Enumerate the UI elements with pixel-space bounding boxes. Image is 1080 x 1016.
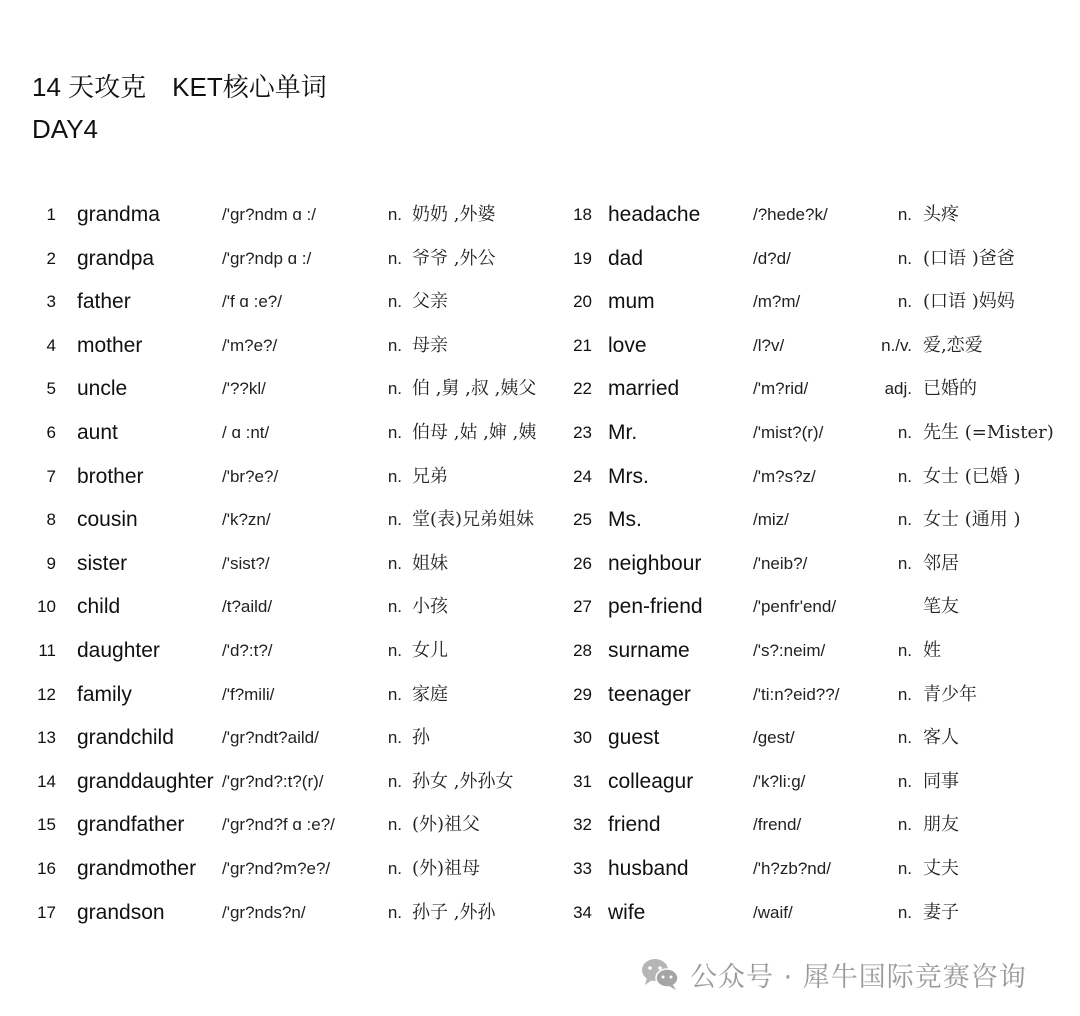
word-meaning: 同事: [923, 770, 959, 792]
word-number: 21: [573, 335, 592, 355]
word-text: neighbour: [608, 551, 702, 575]
word-number: 10: [37, 597, 56, 617]
word-row: [560, 411, 1080, 455]
wechat-icon: [640, 956, 680, 992]
word-meaning: 朋友: [923, 814, 959, 836]
word-part-of-speech: n.: [387, 205, 402, 224]
word-text: sister: [77, 551, 128, 575]
word-phonetic: /'gr?nds?n/: [222, 902, 306, 922]
word-phonetic: /'gr?nd?f ɑ :e?/: [222, 815, 335, 835]
word-row: [0, 367, 560, 411]
word-meaning: 家庭: [412, 683, 448, 705]
word-part-of-speech: n.: [387, 597, 402, 617]
word-meaning: 姓: [923, 639, 941, 661]
word-text: wife: [608, 900, 646, 924]
word-number: 29: [573, 684, 592, 704]
word-text: family: [77, 682, 132, 706]
word-text: dad: [608, 246, 644, 270]
word-text: brother: [77, 464, 144, 488]
word-number: 28: [573, 640, 592, 660]
word-list-right: [560, 193, 1080, 934]
word-part-of-speech: n.: [897, 728, 912, 748]
word-meaning: 伯母 ,姑 ,婶 ,姨: [412, 421, 537, 443]
word-text: father: [77, 290, 131, 314]
word-phonetic: /'s?:neim/: [753, 640, 826, 660]
word-row: [0, 760, 560, 804]
word-phonetic: /'penfr'end/: [753, 597, 837, 617]
watermark: [640, 952, 1027, 996]
word-meaning: 爱,恋爱: [923, 334, 983, 356]
word-text: daughter: [77, 638, 160, 662]
word-part-of-speech: n.: [387, 335, 402, 355]
word-meaning: 邻居: [923, 552, 959, 574]
word-text: husband: [608, 856, 689, 880]
word-part-of-speech: n.: [897, 640, 912, 660]
word-meaning: (外)祖父: [412, 814, 481, 836]
word-row: [0, 411, 560, 455]
word-text: grandfather: [77, 813, 185, 837]
word-part-of-speech: n.: [387, 553, 402, 573]
word-phonetic: /'m?e?/: [222, 335, 278, 355]
word-row: [560, 891, 1080, 935]
word-number: 33: [573, 858, 592, 878]
word-number: 3: [46, 292, 56, 312]
word-row: [0, 847, 560, 891]
word-number: 18: [573, 205, 592, 224]
word-meaning: 丈夫: [923, 857, 959, 879]
word-text: cousin: [77, 508, 138, 532]
word-meaning: 青少年: [923, 683, 977, 705]
word-row: [0, 629, 560, 673]
word-row: [0, 891, 560, 935]
word-number: 34: [573, 902, 592, 922]
word-list-left: [0, 193, 560, 934]
watermark-text: 公众号 · 犀牛国际竞赛咨询: [690, 961, 1027, 993]
word-row: [560, 193, 1080, 237]
word-phonetic: /m?m/: [753, 292, 801, 312]
word-text: grandpa: [77, 246, 155, 270]
word-number: 5: [46, 379, 56, 399]
word-meaning: 爷爷 ,外公: [412, 247, 496, 269]
word-meaning: (口语 )妈妈: [923, 291, 1015, 313]
word-row: [0, 455, 560, 499]
word-row: [560, 237, 1080, 281]
word-meaning: 孙女 ,外孙女: [412, 770, 514, 792]
word-text: Mrs.: [608, 464, 649, 488]
word-phonetic: /waif/: [753, 902, 793, 922]
word-meaning: 笔友: [923, 596, 959, 618]
word-meaning: 奶奶 ,外婆: [412, 204, 496, 225]
word-text: granddaughter: [77, 769, 214, 793]
word-row: [0, 716, 560, 760]
word-row: [0, 324, 560, 368]
word-meaning: 孙: [412, 727, 430, 749]
word-phonetic: /'gr?ndp ɑ :/: [222, 248, 312, 268]
word-meaning: 女士 (已婚 ): [923, 465, 1021, 487]
word-part-of-speech: n.: [387, 510, 402, 530]
word-meaning: 女儿: [412, 639, 448, 661]
word-number: 19: [573, 248, 592, 268]
word-phonetic: /d?d/: [753, 248, 791, 268]
word-part-of-speech: n./v.: [881, 335, 912, 355]
word-part-of-speech: n.: [387, 379, 402, 399]
word-text: married: [608, 377, 680, 401]
word-number: 26: [573, 553, 592, 573]
word-text: love: [608, 333, 647, 357]
word-text: grandson: [77, 900, 165, 924]
word-phonetic: /'br?e?/: [222, 466, 279, 486]
word-meaning: 孙子 ,外孙: [412, 901, 496, 923]
word-number: 4: [46, 335, 56, 355]
word-phonetic: /l?v/: [753, 335, 785, 355]
word-row: [0, 542, 560, 586]
word-meaning: 兄弟: [412, 465, 448, 487]
word-text: guest: [608, 726, 660, 750]
word-text: aunt: [77, 420, 118, 444]
word-phonetic: /'mist?(r)/: [753, 422, 824, 442]
word-meaning: 姐妹: [412, 552, 448, 574]
word-part-of-speech: n.: [387, 466, 402, 486]
word-part-of-speech: n.: [387, 422, 402, 442]
word-part-of-speech: n.: [387, 640, 402, 660]
word-meaning: 母亲: [412, 334, 448, 356]
word-number: 1: [46, 205, 56, 224]
word-row: [0, 237, 560, 281]
word-text: teenager: [608, 682, 691, 706]
word-text: Mr.: [608, 420, 638, 444]
word-part-of-speech: n.: [897, 248, 912, 268]
word-row: [560, 673, 1080, 717]
word-phonetic: /'d?:t?/: [222, 640, 273, 660]
word-part-of-speech: n.: [897, 510, 912, 530]
word-number: 15: [37, 815, 56, 835]
word-meaning: 女士 (通用 ): [923, 509, 1021, 531]
word-row: [0, 193, 560, 237]
word-text: grandmother: [77, 856, 197, 880]
word-phonetic: /'??kl/: [222, 379, 266, 399]
page-title: 14 天攻克 KET核心单词: [32, 72, 327, 102]
word-text: uncle: [77, 377, 128, 401]
word-number: 17: [37, 902, 56, 922]
word-text: friend: [608, 813, 661, 837]
word-phonetic: /'neib?/: [753, 553, 808, 573]
word-row: [560, 367, 1080, 411]
word-text: pen-friend: [608, 595, 703, 619]
word-meaning: (外)祖母: [412, 857, 481, 879]
word-phonetic: /miz/: [753, 510, 789, 530]
word-part-of-speech: n.: [387, 292, 402, 312]
word-number: 23: [573, 422, 592, 442]
word-meaning: 堂(表)兄弟姐妹: [412, 509, 535, 531]
word-number: 9: [46, 553, 56, 573]
word-text: grandchild: [77, 726, 174, 750]
word-row: [560, 760, 1080, 804]
word-row: [0, 280, 560, 324]
word-part-of-speech: n.: [897, 205, 912, 224]
word-phonetic: /'gr?nd?m?e?/: [222, 858, 331, 878]
word-text: surname: [608, 638, 690, 662]
word-row: [560, 542, 1080, 586]
word-number: 22: [573, 379, 592, 399]
word-row: [560, 498, 1080, 542]
word-row: [560, 585, 1080, 629]
word-part-of-speech: n.: [387, 858, 402, 878]
word-phonetic: / ɑ :nt/: [222, 422, 270, 442]
word-text: Ms.: [608, 508, 642, 532]
word-text: child: [77, 595, 121, 619]
word-part-of-speech: n.: [897, 815, 912, 835]
word-row: [560, 716, 1080, 760]
word-text: colleagur: [608, 769, 694, 793]
word-number: 11: [38, 640, 56, 660]
word-meaning: 头疼: [923, 204, 959, 225]
word-meaning: 妻子: [923, 901, 959, 923]
word-meaning: 伯 ,舅 ,叔 ,姨父: [412, 378, 537, 400]
word-number: 16: [37, 858, 56, 878]
word-number: 24: [573, 466, 592, 486]
word-row: [0, 585, 560, 629]
word-number: 13: [37, 728, 56, 748]
word-text: grandma: [77, 203, 160, 226]
word-phonetic: /frend/: [753, 815, 802, 835]
word-meaning: 已婚的: [923, 378, 977, 400]
word-part-of-speech: n.: [897, 858, 912, 878]
word-part-of-speech: n.: [387, 728, 402, 748]
word-meaning: 小孩: [412, 596, 448, 618]
word-number: 30: [573, 728, 592, 748]
word-part-of-speech: n.: [897, 902, 912, 922]
word-text: mum: [608, 290, 655, 314]
word-row: [560, 803, 1080, 847]
word-part-of-speech: n.: [897, 553, 912, 573]
word-number: 2: [46, 248, 56, 268]
word-phonetic: /'k?zn/: [222, 510, 271, 530]
word-text: mother: [77, 333, 143, 357]
day-label: DAY4: [32, 114, 98, 144]
word-row: [560, 629, 1080, 673]
word-part-of-speech: n.: [897, 684, 912, 704]
word-part-of-speech: n.: [897, 771, 912, 791]
word-phonetic: /'gr?ndm ɑ :/: [222, 205, 316, 224]
word-meaning: 父亲: [412, 291, 448, 313]
word-row: [0, 803, 560, 847]
word-number: 31: [573, 771, 592, 791]
word-number: 20: [573, 292, 592, 312]
word-part-of-speech: n.: [897, 292, 912, 312]
word-number: 12: [37, 684, 56, 704]
word-phonetic: /'sist?/: [222, 553, 270, 573]
word-part-of-speech: n.: [897, 466, 912, 486]
word-phonetic: /'m?rid/: [753, 379, 809, 399]
word-row: [560, 847, 1080, 891]
word-phonetic: /'k?li:g/: [753, 771, 806, 791]
word-phonetic: /'gr?ndt?aild/: [222, 728, 319, 748]
word-phonetic: /'f?mili/: [222, 684, 275, 704]
word-row: [560, 280, 1080, 324]
word-phonetic: /'ti:n?eid??/: [753, 684, 840, 704]
word-row: [560, 324, 1080, 368]
word-phonetic: /'gr?nd?:t?(r)/: [222, 771, 324, 791]
word-meaning: (口语 )爸爸: [923, 247, 1015, 269]
word-part-of-speech: n.: [387, 248, 402, 268]
word-phonetic: /'f ɑ :e?/: [222, 292, 282, 312]
word-number: 25: [573, 510, 592, 530]
word-part-of-speech: n.: [387, 815, 402, 835]
word-part-of-speech: n.: [387, 771, 402, 791]
word-row: [560, 455, 1080, 499]
word-part-of-speech: n.: [387, 902, 402, 922]
word-phonetic: /?hede?k/: [753, 205, 828, 224]
word-meaning: 先生 (=Mister): [923, 421, 1054, 443]
word-phonetic: /'h?zb?nd/: [753, 858, 831, 878]
word-row: [0, 498, 560, 542]
word-text: headache: [608, 203, 701, 226]
word-number: 27: [573, 597, 592, 617]
word-number: 6: [46, 422, 56, 442]
word-phonetic: /t?aild/: [222, 597, 273, 617]
word-part-of-speech: n.: [387, 684, 402, 704]
word-number: 7: [46, 466, 56, 486]
word-meaning: 客人: [923, 727, 959, 749]
word-part-of-speech: n.: [897, 422, 912, 442]
word-row: [0, 673, 560, 717]
word-number: 14: [37, 771, 56, 791]
word-number: 32: [573, 815, 592, 835]
word-part-of-speech: adj.: [884, 379, 912, 399]
word-number: 8: [46, 510, 56, 530]
word-phonetic: /gest/: [753, 728, 795, 748]
word-phonetic: /'m?s?z/: [753, 466, 816, 486]
